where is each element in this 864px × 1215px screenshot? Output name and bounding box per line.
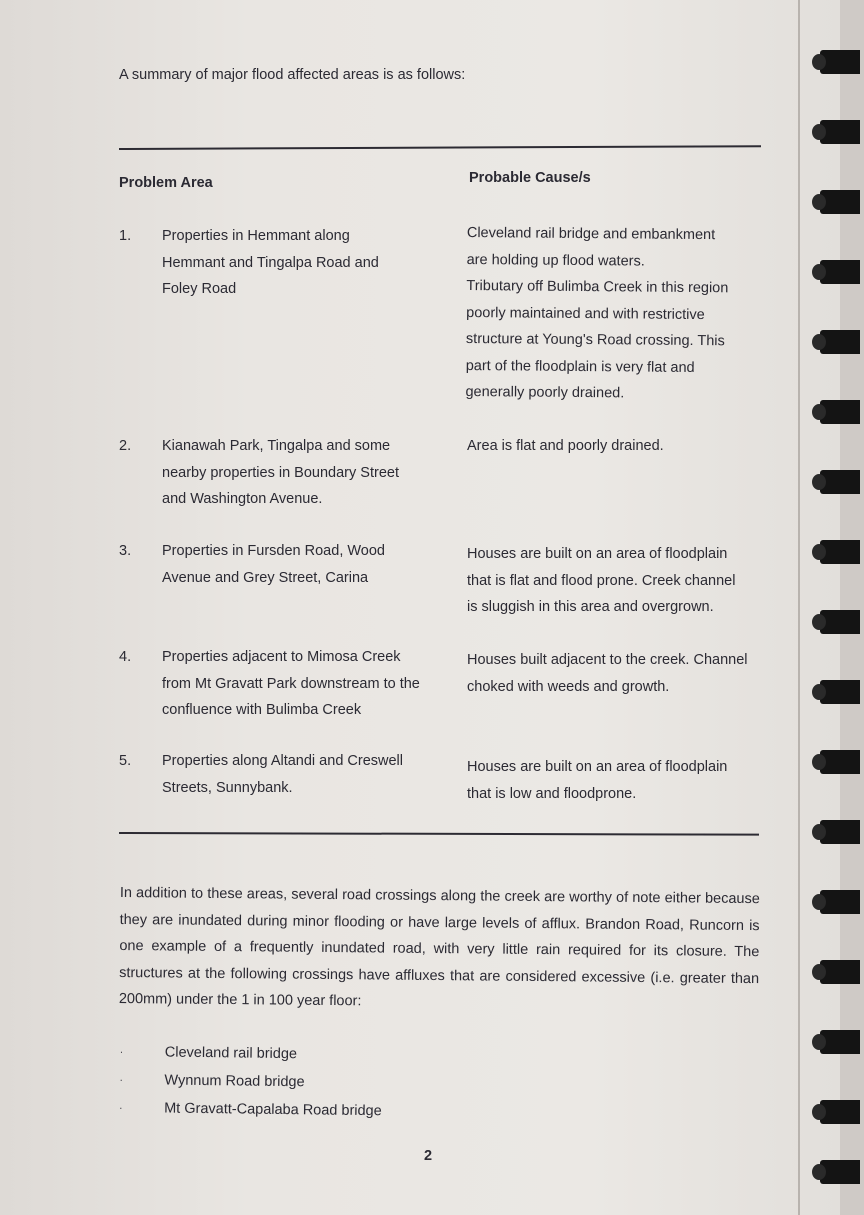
cause-line: Area is flat and poorly drained. [467, 438, 664, 454]
binding-ring [820, 610, 860, 634]
binding-ring [820, 540, 860, 564]
cause-line: Cleveland rail bridge and embankment [466, 224, 716, 244]
cause-line: Houses built adjacent to the creek. Channel [467, 652, 748, 668]
area-line: Kianawah Park, Tingalpa and some [162, 438, 391, 454]
row-number: 5. [119, 753, 132, 769]
cause-line: that is flat and flood prone. Creek channel [467, 572, 736, 589]
binding-ring [820, 50, 860, 74]
row-area [162, 748, 452, 801]
binding-ring [820, 470, 860, 494]
body-paragraph: In addition to these areas, several road crossings along the creek are worthy of note either because they are inundated during minor flooding or have large levels of afflux. Brandon Road, Runcorn is one example of a frequently inundated road, with very little rain required for its closure. The structures at the following crossings have affluxes that are considered excessive (i.e. greater than 200mm) under the 1 in 100 year floor: [118, 884, 760, 1010]
header-problem-area: Problem Area [119, 175, 213, 191]
area-line: Properties in Hemmant along [162, 228, 350, 244]
row-cause [467, 541, 759, 621]
binding-ring [820, 890, 860, 914]
list-item [119, 1094, 519, 1127]
area-line: Properties in Fursden Road, Wood [162, 543, 385, 559]
binding-ring [820, 400, 860, 424]
cause-line: that is low and floodprone. [467, 785, 637, 802]
area-line: Avenue and Grey Street, Carina [162, 569, 369, 586]
row-cause [467, 647, 759, 700]
bullet-dot: · [119, 1102, 123, 1114]
row-cause [467, 433, 759, 460]
list-item-text: Wynnum Road bridge [164, 1072, 305, 1091]
area-line: Properties adjacent to Mimosa Creek [162, 649, 401, 665]
header-probable-cause: Probable Cause/s [469, 170, 591, 186]
binding-ring [820, 120, 860, 144]
binding-ring [820, 190, 860, 214]
list-item-text: Mt Gravatt-Capalaba Road bridge [164, 1100, 382, 1120]
binding-ring [820, 1030, 860, 1054]
page-edge [798, 0, 800, 1215]
area-line: Properties along Altandi and Creswell [162, 753, 403, 769]
cause-line: structure at Young's Road crossing. This [465, 330, 725, 350]
bullet-dot: · [119, 1046, 124, 1058]
binding-ring [820, 820, 860, 844]
row-number: 1. [119, 228, 132, 244]
row-area [162, 538, 452, 591]
row-number: 2. [119, 438, 132, 454]
table-top-rule [119, 145, 761, 150]
intro-text: A summary of major flood affected areas is as follows: [119, 67, 466, 83]
area-line: Streets, Sunnybank. [162, 779, 293, 796]
cause-line: part of the floodplain is very flat and [465, 357, 695, 376]
cause-line: poorly maintained and with restrictive [466, 304, 705, 323]
binding-ring [820, 1100, 860, 1124]
row-cause [465, 220, 759, 408]
binding-ring [820, 1160, 860, 1184]
row-area [162, 223, 452, 303]
cause-line: generally poorly drained. [465, 383, 625, 402]
row-number: 3. [119, 543, 132, 559]
binding-ring [820, 680, 860, 704]
area-line: nearby properties in Boundary Street [162, 464, 399, 481]
cause-line: Tributary off Bulimba Creek in this region [466, 277, 729, 297]
row-area [162, 433, 452, 513]
page-number: 2 [424, 1148, 433, 1164]
area-line: confluence with Bulimba Creek [162, 702, 362, 718]
table-bottom-rule [119, 832, 759, 836]
binding-ring [820, 750, 860, 774]
cause-line: choked with weeds and growth. [467, 678, 670, 695]
binding-ring [820, 960, 860, 984]
bullet-list [119, 1038, 520, 1127]
area-line: and Washington Avenue. [162, 491, 323, 507]
row-cause [467, 754, 759, 807]
cause-line: is sluggish in this area and overgrown. [467, 599, 714, 615]
list-item-text: Cleveland rail bridge [164, 1044, 298, 1063]
binding-ring [820, 260, 860, 284]
cause-line: Houses are built on an area of floodplain [467, 759, 728, 775]
area-line: from Mt Gravatt Park downstream to the [162, 675, 420, 692]
cause-line: are holding up flood waters. [466, 251, 645, 270]
row-area [162, 644, 452, 724]
bullet-dot: · [119, 1074, 123, 1086]
binding-ring [820, 330, 860, 354]
area-line: Foley Road [162, 281, 237, 297]
area-line: Hemmant and Tingalpa Road and [162, 254, 379, 271]
cause-line: Houses are built on an area of floodplain [467, 546, 728, 562]
row-number: 4. [119, 649, 132, 665]
spiral-binding [818, 40, 864, 1200]
